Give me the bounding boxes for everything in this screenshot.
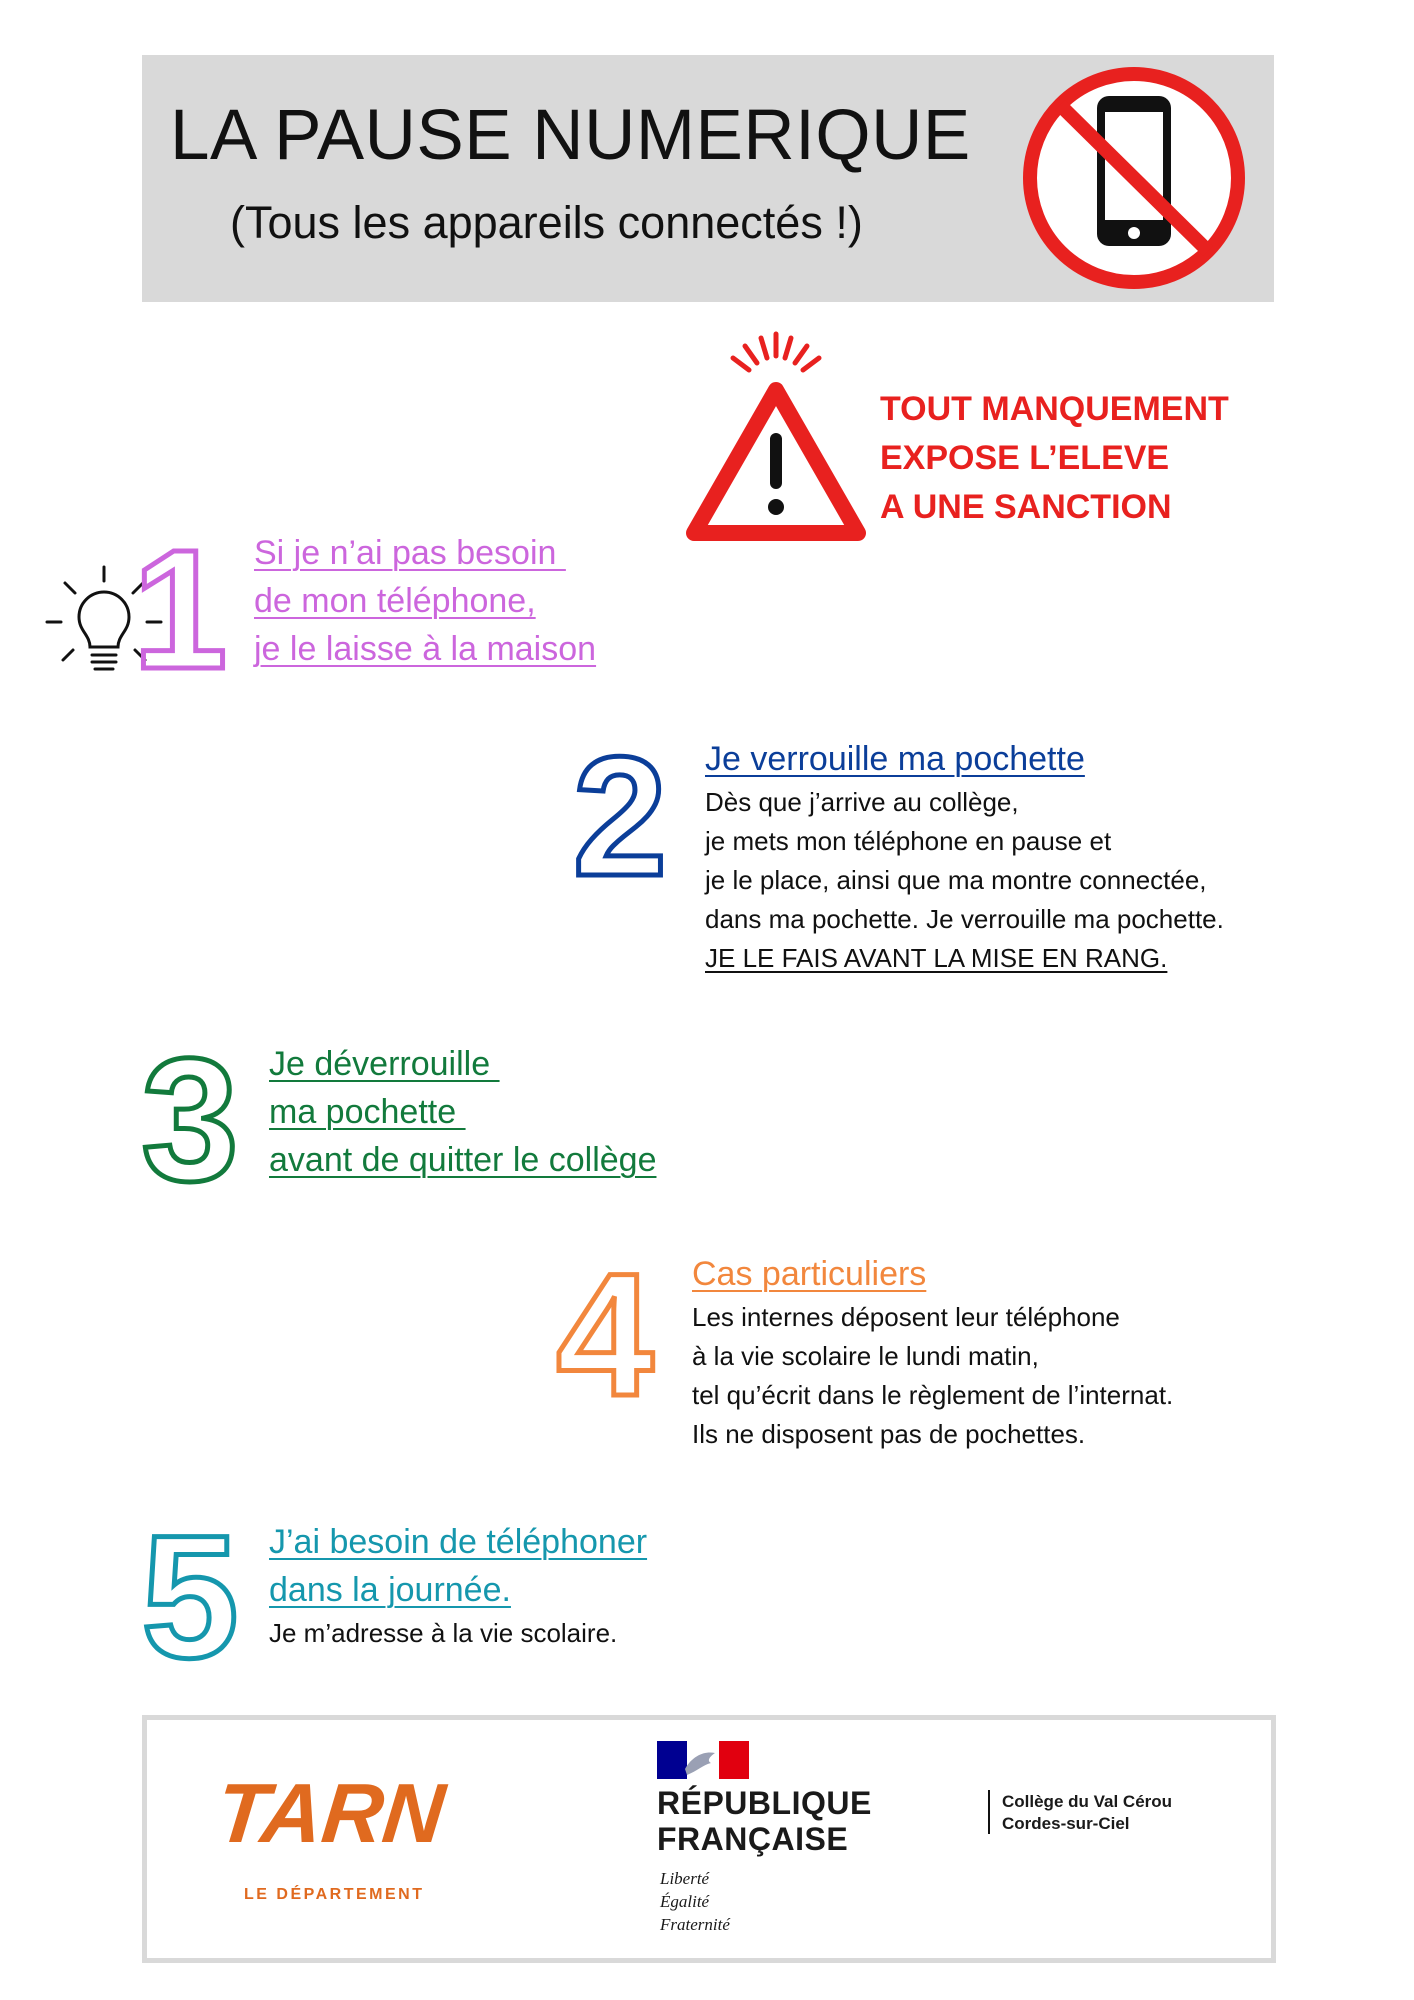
svg-text:5: 5 <box>141 1500 239 1695</box>
step-2-emphasis: JE LE FAIS AVANT LA MISE EN RANG. <box>705 943 1168 973</box>
page-subtitle: (Tous les appareils connectés !) <box>230 197 863 248</box>
step-5-heading-line: J’ai besoin de téléphoner <box>269 1523 648 1561</box>
motto-line: Égalité <box>660 1892 710 1911</box>
step-1-heading-line: de mon téléphone, <box>254 582 536 620</box>
step-3-heading-line: Je déverrouille <box>269 1045 500 1083</box>
step-1-heading-line: je le laisse à la maison <box>254 630 597 668</box>
step-1-number <box>132 515 228 705</box>
motto-line: Fraternité <box>660 1915 730 1934</box>
svg-text:3: 3 <box>141 1023 239 1218</box>
page-title: LA PAUSE NUMERIQUE <box>170 96 971 175</box>
step-4-body-line: Ils ne disposent pas de pochettes. <box>692 1419 1086 1449</box>
step-2-body-line: Dès que j’arrive au collège, <box>705 787 1019 817</box>
step-3-number <box>135 1023 245 1218</box>
step-4-body-line: tel qu’écrit dans le règlement de l’internat. <box>692 1380 1174 1410</box>
step-1-heading-line: Si je n’ai pas besoin <box>254 534 566 572</box>
rf-name-line: RÉPUBLIQUE <box>657 1785 872 1821</box>
republique-francaise-name <box>657 1785 872 1857</box>
college-line: Cordes-sur-Ciel <box>1002 1814 1130 1833</box>
step-3-heading-line: ma pochette <box>269 1093 466 1131</box>
no-phone-icon <box>1014 63 1254 293</box>
step-5 <box>269 1518 647 1653</box>
step-2-heading: Je verrouille ma pochette <box>705 740 1085 778</box>
step-3-heading-line: avant de quitter le collège <box>269 1141 657 1179</box>
step-5-number <box>135 1500 245 1695</box>
warning-line: A UNE SANCTION <box>880 488 1172 526</box>
step-4-heading: Cas particuliers <box>692 1255 927 1293</box>
warning-line: EXPOSE L’ELEVE <box>880 439 1170 477</box>
step-2-number <box>565 722 675 912</box>
step-2-body-line: je mets mon téléphone en pause et <box>705 826 1112 856</box>
step-1 <box>254 529 596 673</box>
svg-text:1: 1 <box>132 515 228 705</box>
step-5-heading-line: dans la journée. <box>269 1571 511 1609</box>
rf-name-line: FRANÇAISE <box>657 1821 849 1857</box>
warning-line: TOUT MANQUEMENT <box>880 390 1229 428</box>
step-4-body-line: à la vie scolaire le lundi matin, <box>692 1341 1039 1371</box>
step-2-body-line: je le place, ainsi que ma montre connectée, <box>705 865 1207 895</box>
college-line: Collège du Val Cérou <box>1002 1792 1173 1811</box>
svg-text:2: 2 <box>572 722 668 912</box>
sanction-warning <box>880 385 1229 532</box>
step-5-body: Je m’adresse à la vie scolaire. <box>269 1618 618 1648</box>
step-4-number <box>540 1238 670 1433</box>
tarn-subtitle: LE DÉPARTEMENT <box>244 1886 425 1903</box>
marianne-flag-icon <box>657 1741 749 1779</box>
svg-text:TARN: TARN <box>212 1766 449 1860</box>
step-3 <box>269 1040 656 1184</box>
college-divider <box>988 1790 990 1834</box>
step-4-body-line: Les internes déposent leur téléphone <box>692 1302 1120 1332</box>
svg-text:4: 4 <box>556 1238 654 1433</box>
motto-line: Liberté <box>660 1869 710 1888</box>
tarn-logo <box>205 1766 465 1860</box>
step-4 <box>692 1250 1173 1454</box>
college-name <box>1002 1791 1172 1835</box>
step-2 <box>705 735 1224 978</box>
warning-triangle-icon <box>683 330 869 540</box>
step-2-body-line: dans ma pochette. Je verrouille ma pochette. <box>705 904 1224 934</box>
republique-motto <box>660 1867 730 1936</box>
